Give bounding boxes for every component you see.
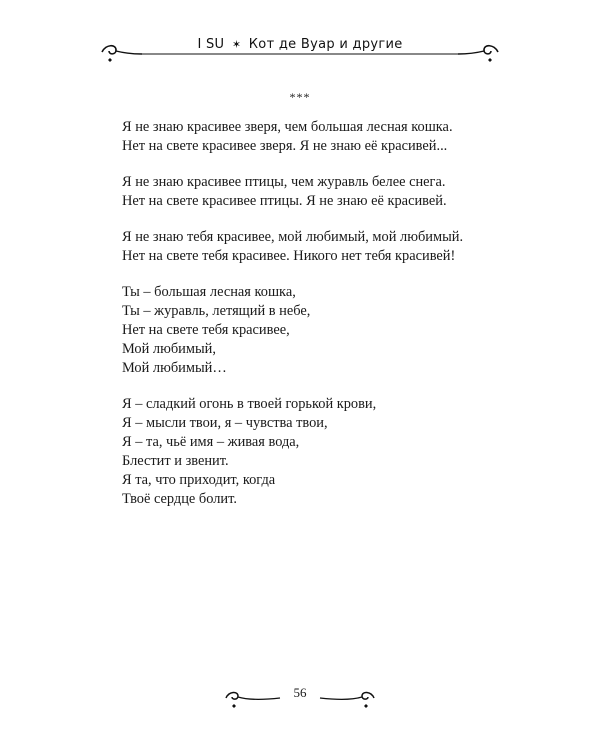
stanza <box>122 173 502 211</box>
poem-line: Я не знаю красивее птицы, чем журавль белее снега. <box>122 174 446 190</box>
running-header <box>100 30 500 70</box>
page-footer <box>222 676 378 716</box>
poem-line: Я не знаю красивее зверя, чем большая лесная кошка. <box>122 119 453 135</box>
poem-line: Я не знаю тебя красивее, мой любимый, мой любимый. <box>122 229 464 245</box>
poem-line: Блестит и звенит. <box>122 453 229 469</box>
poem-line: Я – та, чьё имя – живая вода, <box>122 434 300 450</box>
stanza <box>122 118 502 156</box>
poem-line: Нет на свете красивее зверя. Я не знаю её красивей... <box>122 138 448 154</box>
poem-line: Ты – журавль, летящий в небе, <box>122 303 311 319</box>
page-number: 56 <box>293 685 307 700</box>
author-name: I SU <box>197 37 225 52</box>
poem-line: Я та, что приходит, когда <box>122 472 276 488</box>
poem-line: Нет на свете красивее птицы. Я не знаю её красивей. <box>122 193 447 209</box>
stanza <box>122 283 502 378</box>
poem-body <box>122 118 502 526</box>
poem-line: Я – мысли твои, я – чувства твои, <box>122 415 328 431</box>
header-title <box>100 37 500 52</box>
poem-line: Мой любимый, <box>122 341 216 357</box>
section-separator: *** <box>289 90 311 104</box>
poem-line: Ты – большая лесная кошка, <box>122 284 296 300</box>
poem-line: Твоё сердце болит. <box>122 491 237 507</box>
poem-line: Я – сладкий огонь в твоей горькой крови, <box>122 396 377 412</box>
poem-line: Нет на свете тебя красивее. Никого нет тебя красивей! <box>122 248 456 264</box>
stanza <box>122 228 502 266</box>
stanza <box>122 395 502 509</box>
poem-line: Нет на свете тебя красивее, <box>122 322 290 338</box>
book-title: Кот де Вуар и другие <box>248 37 403 52</box>
poem-line: Мой любимый… <box>122 360 227 376</box>
star-icon: ✶ <box>231 38 242 51</box>
